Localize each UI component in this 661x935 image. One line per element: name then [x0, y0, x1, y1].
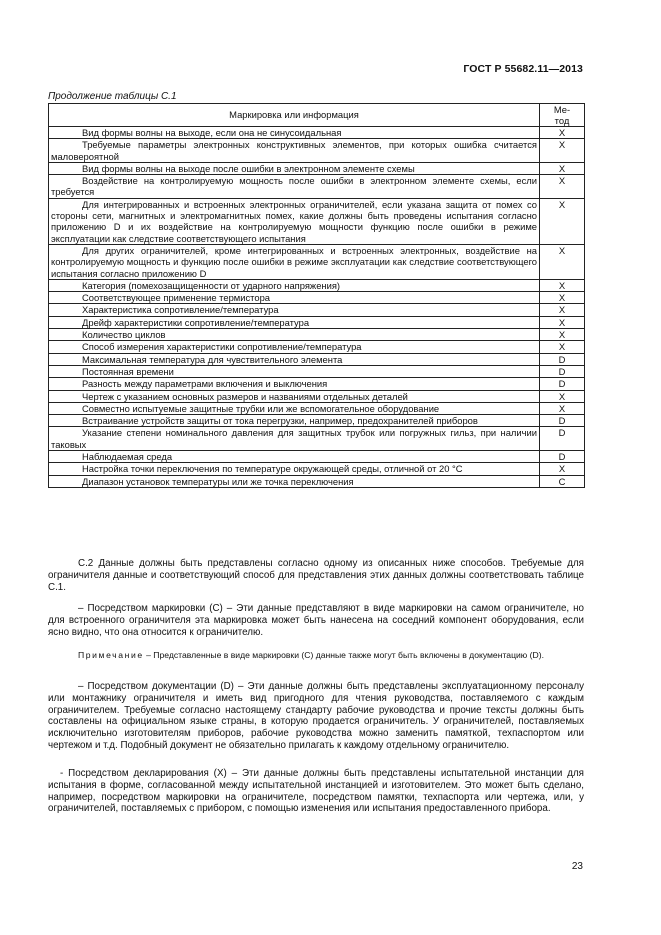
standard-header: ГОСТ Р 55682.11—2013: [463, 63, 583, 75]
table-row: [49, 427, 585, 451]
row-info: Совместно испытуемые защитные трубки или же вспомогательное оборудование: [49, 402, 540, 414]
table-row: [49, 139, 585, 163]
row-method: X: [540, 329, 585, 341]
paragraph-c2: С.2 Данные должны быть представлены согласно одному из описанных ниже способов. Требуемые для ограничителя данные и соответствующий способ для представления этих данных должны соответствовать таблице С.1.: [48, 558, 584, 593]
row-method: D: [540, 378, 585, 390]
row-info: Встраивание устройств защиты от тока перегрузки, например, предохранителей приборов: [49, 415, 540, 427]
row-method: X: [540, 244, 585, 279]
row-info: Категория (помехозащищенности от ударного напряжения): [49, 279, 540, 291]
row-method: X: [540, 390, 585, 402]
table-row: [49, 365, 585, 377]
row-info: Воздействие на контролируемую мощность после ошибки в электронном элементе схемы, если требуется: [49, 175, 540, 199]
row-info: Способ измерения характеристики сопротивление/температура: [49, 341, 540, 353]
marking-table: [48, 103, 585, 488]
table-row: [49, 353, 585, 365]
header-method-line1: Ме-: [553, 104, 571, 115]
paragraph-documentation: – Посредством документации (D) – Эти данные должны быть представлены эксплуатационному персоналу или монтажнику ограничителя и иметь вид пригодного для чтения руководства, поставляемого с каждым ограничителем. Требуемые согласно настоящему стандарту рабочие руководства и прочие тексты должны быть составлены на официальном языке страны, в которую продается ограничитель. У ограничителей, поставляемых исключительно изготовителям приборов, рабочие руководства можно заменить памяткой, техпаспортом или чертежом и т.д. Подобный документ не обязательно прилагать к каждому отдельному ограничителю.: [48, 681, 584, 751]
row-method: X: [540, 162, 585, 174]
table-row: [49, 198, 585, 244]
table-row: [49, 402, 585, 414]
row-info: Дрейф характеристики сопротивление/температура: [49, 316, 540, 328]
row-method: X: [540, 316, 585, 328]
row-info: Характеристика сопротивление/температура: [49, 304, 540, 316]
table-header-row: [49, 104, 585, 127]
table-row: [49, 463, 585, 475]
row-info: Максимальная температура для чувствительного элемента: [49, 353, 540, 365]
note: [48, 650, 584, 661]
note-label: Примечание: [78, 650, 144, 660]
row-method: D: [540, 415, 585, 427]
table-row: [49, 162, 585, 174]
table-body: [49, 127, 585, 488]
table-row: [49, 244, 585, 279]
table-row: [49, 127, 585, 139]
header-method-line2: тод: [554, 115, 570, 126]
row-info: Постоянная времени: [49, 365, 540, 377]
table-row: [49, 390, 585, 402]
page-number: 23: [571, 861, 583, 872]
row-method: X: [540, 341, 585, 353]
row-method: X: [540, 463, 585, 475]
row-method: D: [540, 353, 585, 365]
table-row: [49, 329, 585, 341]
row-info: Чертеж с указанием основных размеров и названиями отдельных деталей: [49, 390, 540, 402]
row-info: Указание степени номинального давления для защитных трубок или погружных гильз, при наличии таковых: [49, 427, 540, 451]
row-method: X: [540, 292, 585, 304]
row-method: X: [540, 402, 585, 414]
table-row: [49, 475, 585, 487]
paragraph-marking: – Посредством маркировки (С) – Эти данные представляют в виде маркировки на самом ограничителе, но для встроенного ограничителя эта маркировка может быть нанесена на соседний компонент оборудования, если ясно видно, что она относится к ограничителю.: [48, 603, 584, 638]
row-method: D: [540, 427, 585, 451]
table-row: [49, 316, 585, 328]
row-method: X: [540, 175, 585, 199]
row-info: Соответствующее применение термистора: [49, 292, 540, 304]
table-row: [49, 292, 585, 304]
row-info: Настройка точки переключения по температуре окружающей среды, отличной от 20 °С: [49, 463, 540, 475]
header-method: [540, 104, 585, 127]
table-caption: Продолжение таблицы С.1: [48, 91, 177, 102]
row-info: Требуемые параметры электронных конструктивных элементов, при которых ошибка считается маловероятной: [49, 139, 540, 163]
row-info: Количество циклов: [49, 329, 540, 341]
row-info: Диапазон установок температуры или же точка переключения: [49, 475, 540, 487]
row-info: Разность между параметрами включения и выключения: [49, 378, 540, 390]
row-method: X: [540, 198, 585, 244]
table-row: [49, 279, 585, 291]
row-method: C: [540, 475, 585, 487]
paragraph-declaration: - Посредством декларирования (X) – Эти данные должны быть представлены испытательной инстанции для испытания в форме, согласованной между испытательной инстанцией и изготовителем. Это может быть сделано, например, посредством маркировки на ограничителе, посредством памятки, техпаспорта или чертежа, или, у ограничителей, поставляемых с прибором, с помощью изменения или испытания предоставленного прибора.: [48, 768, 584, 815]
row-method: X: [540, 304, 585, 316]
row-method: D: [540, 451, 585, 463]
row-info: Наблюдаемая среда: [49, 451, 540, 463]
table-row: [49, 175, 585, 199]
row-method: X: [540, 279, 585, 291]
row-method: D: [540, 365, 585, 377]
note-text: – Представленные в виде маркировки (С) данные также могут быть включены в документацию (D).: [143, 650, 544, 660]
table-row: [49, 341, 585, 353]
row-method: X: [540, 127, 585, 139]
table-row: [49, 451, 585, 463]
header-info: Маркировка или информация: [49, 104, 540, 127]
table-row: [49, 415, 585, 427]
row-info: Для других ограничителей, кроме интегрированных и встроенных электронных, воздействие на контролируемую мощность и функцию после ошибки в режиме эксплуатации как следствие соответствующего испытания согласно приложению D: [49, 244, 540, 279]
row-info: Для интегрированных и встроенных электронных ограничителей, если указана защита от помех со стороны сети, магнитных и электромагнитных помех, какие должны быть проведены испытания согласно приложению D и их воздействие на контролируемую мощности функцию после ошибки в режиме эксплуатации как следствие соответствующего испытания: [49, 198, 540, 244]
row-info: Вид формы волны на выходе, если она не синусоидальная: [49, 127, 540, 139]
row-info: Вид формы волны на выходе после ошибки в электронном элементе схемы: [49, 162, 540, 174]
table-row: [49, 378, 585, 390]
table-row: [49, 304, 585, 316]
row-method: X: [540, 139, 585, 163]
